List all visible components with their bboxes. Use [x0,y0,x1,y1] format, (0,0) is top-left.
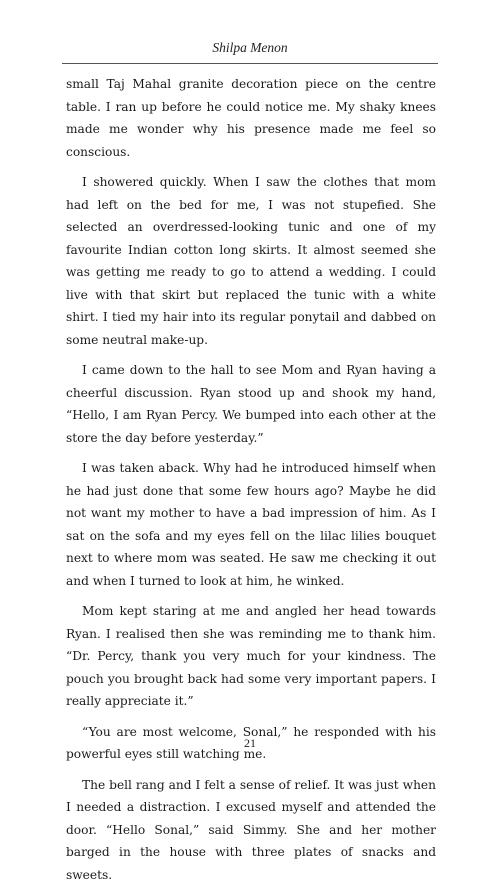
header-rule [62,63,438,64]
running-head: Shilpa Menon [212,40,288,55]
paragraph: The bell rang and I felt a sense of relief. It was just when I needed a distraction. I excused myself and attended the door. “Hello Sonal,” said Simmy. She and her mother barged in the house with three plates of snacks and sweets. [66,777,436,882]
paragraph: I came down to the hall to see Mom and Ryan having a cheerful discussion. Ryan stood up and shook my hand, “Hello, I am Ryan Percy. We bumped into each other at the store the day before yesterday.” [66,363,436,445]
paragraph: Mom kept staring at me and angled her head towards Ryan. I realised then she was reminding me to thank him. “Dr. Percy, thank you very much for your kindness. The pouch you brought back had some very important papers. I really appreciate it.” [66,604,436,708]
page-number: 21 [244,736,256,750]
body-text [66,73,436,894]
paragraph: I showered quickly. When I saw the clothes that mom had left on the bed for me, I was not stupefied. She selected an overdressed-looking tunic and one of my favourite Indian cotton long skirts. It almost seemed she was getting me ready to go to attend a wedding. I could live with that skirt but replaced the tunic with a white shirt. I tied my hair into its regular ponytail and dabbed on some neutral make-up. [66,175,436,347]
paragraph: “You are most welcome, Sonal,” he responded with his powerful eyes still watching me. [66,724,436,761]
paragraph: small Taj Mahal granite decoration piece on the centre table. I ran up before he could notice me. My shaky knees made me wonder why his presence made me feel so conscious. [66,77,436,159]
paragraph: I was taken aback. Why had he introduced himself when he had just done that some few hours ago? Maybe he did not want my mother to have a bad impression of him. As I sat on the sofa and my eyes fell on the lilac lilies bouquet next to where mom was seated. He saw me checking it out and when I turned to look at him, he winked. [66,461,436,588]
